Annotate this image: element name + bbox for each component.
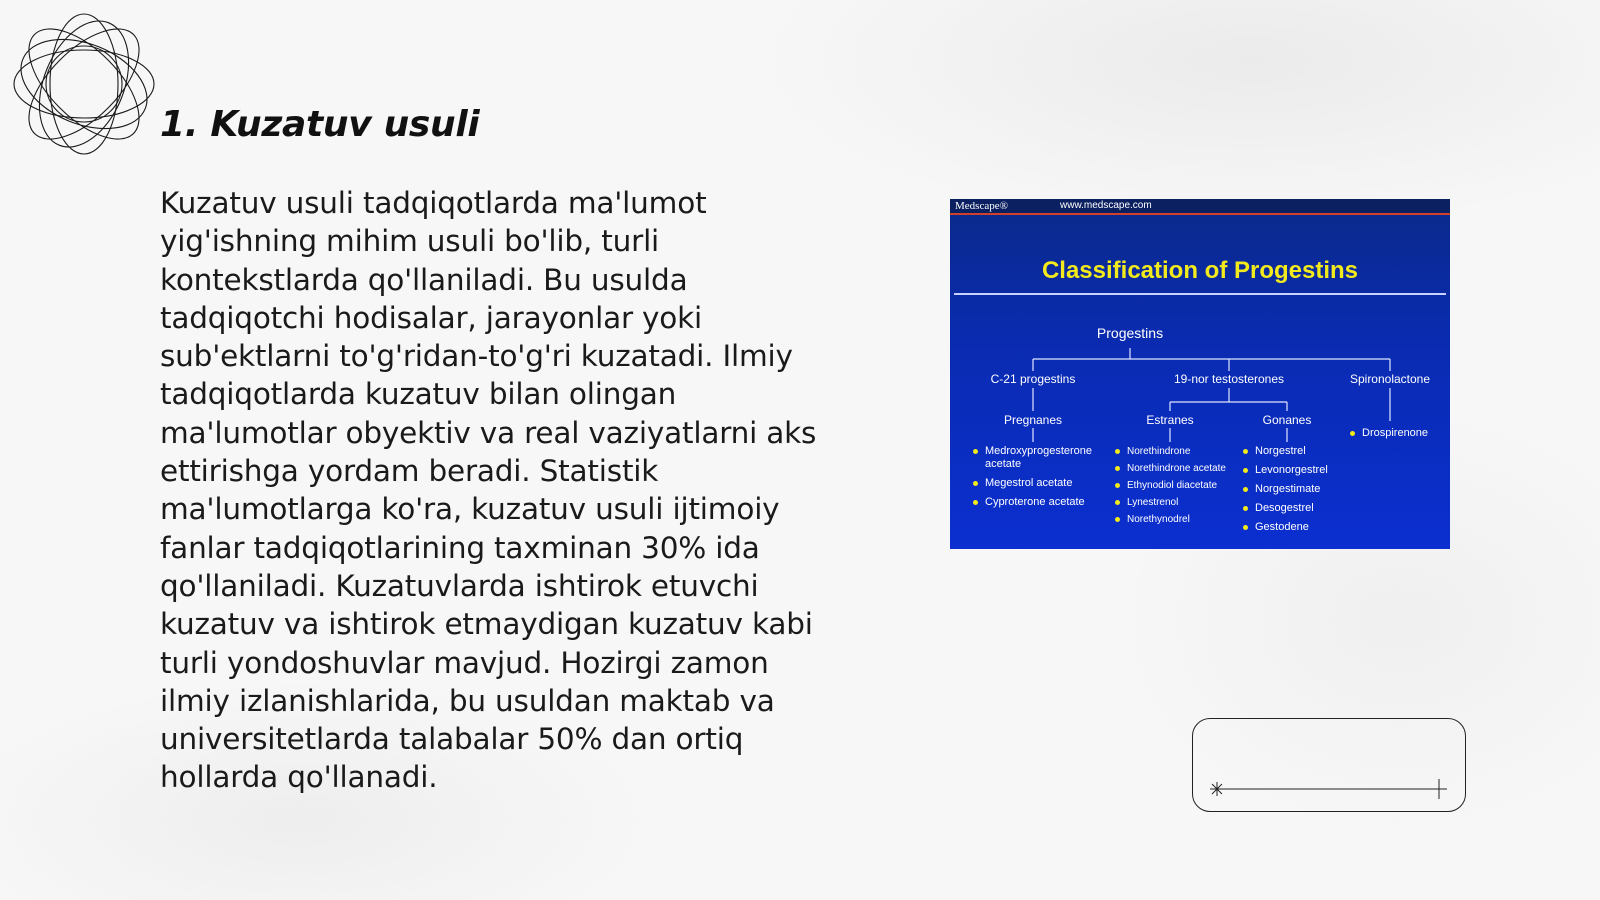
- image-brand: Medscape®: [955, 200, 1008, 212]
- list-item: Ethynodiol diacetate: [1115, 479, 1226, 492]
- list-item: Desogestrel: [1243, 502, 1328, 515]
- group-19nor: 19-nor testosterones: [1173, 372, 1285, 386]
- star-line-decoration: [1193, 719, 1465, 811]
- list-item: Norgestrel: [1243, 445, 1328, 458]
- list-item: Norgestimate: [1243, 483, 1328, 496]
- decorative-line-widget: [1192, 718, 1466, 812]
- progestins-classification-image: [950, 199, 1450, 549]
- list-item: Megestrol acetate: [973, 477, 1092, 490]
- list-item: Drospirenone: [1350, 427, 1428, 440]
- list-item: Norethindrone: [1115, 445, 1226, 458]
- tree-root: Progestins: [1096, 325, 1164, 341]
- list-item: Norethynodrel: [1115, 513, 1226, 526]
- image-title: Classification of Progestins: [1041, 257, 1359, 284]
- subgroup-estranes: Estranes: [1146, 413, 1194, 427]
- list-item-text: Medroxyprogesterone: [985, 445, 1093, 457]
- subgroup-gonanes: Gonanes: [1262, 413, 1312, 427]
- list-item: Cyproterone acetate: [973, 496, 1092, 509]
- slide-paragraph: Kuzatuv usuli tadqiqotlarda ma'lumot yig'ishning mihim usuli bo'lib, turli kontekstlarda qo'llaniladi. Bu usulda tadqiqotchi hodisalar, jarayonlar yoki sub'ektlarni to'g'ridan-to'g'ri kuzatadi. Ilmiy tadqiqotlarda kuzatuv bilan olingan ma'lumotlar obyektiv va real vaziyatlarni aks ettirishga yordam beradi. Statistik ma'lumotlarga ko'ra, kuzatuv usuli ijtimoiy fanlar tadqiqotlarining taxminan 30% ida qo'llaniladi. Kuzatuvlarda ishtirok etuvchi kuzatuv va ishtirok etmaydigan kuzatuv kabi turli yondoshuvlar mavjud. Hozirgi zamon ilmiy izlanishlarida, bu usuldan maktab va universitetlarda talabalar 50% dan ortiq hollarda qo'llanadi.: [160, 186, 817, 795]
- list-item: [973, 445, 1092, 471]
- slide-title: 1. Kuzatuv usuli: [160, 104, 480, 145]
- gonanes-list: [1243, 445, 1328, 540]
- group-c21: C-21 progestins: [990, 372, 1076, 386]
- list-item: Lynestrenol: [1115, 496, 1226, 509]
- list-item-text-cont: acetate: [985, 458, 1022, 470]
- decorative-circles-logo: [10, 10, 158, 158]
- list-item: Norethindrone acetate: [1115, 462, 1226, 475]
- estranes-list: [1115, 445, 1226, 530]
- pregnanes-list: [973, 445, 1092, 515]
- group-spironolactone: Spironolactone: [1349, 372, 1431, 386]
- subgroup-pregnanes: Pregnanes: [1003, 413, 1063, 427]
- list-item: Levonorgestrel: [1243, 464, 1328, 477]
- image-url: www.medscape.com: [1060, 200, 1152, 211]
- spironolactone-list: [1350, 427, 1428, 446]
- list-item: Gestodene: [1243, 521, 1328, 534]
